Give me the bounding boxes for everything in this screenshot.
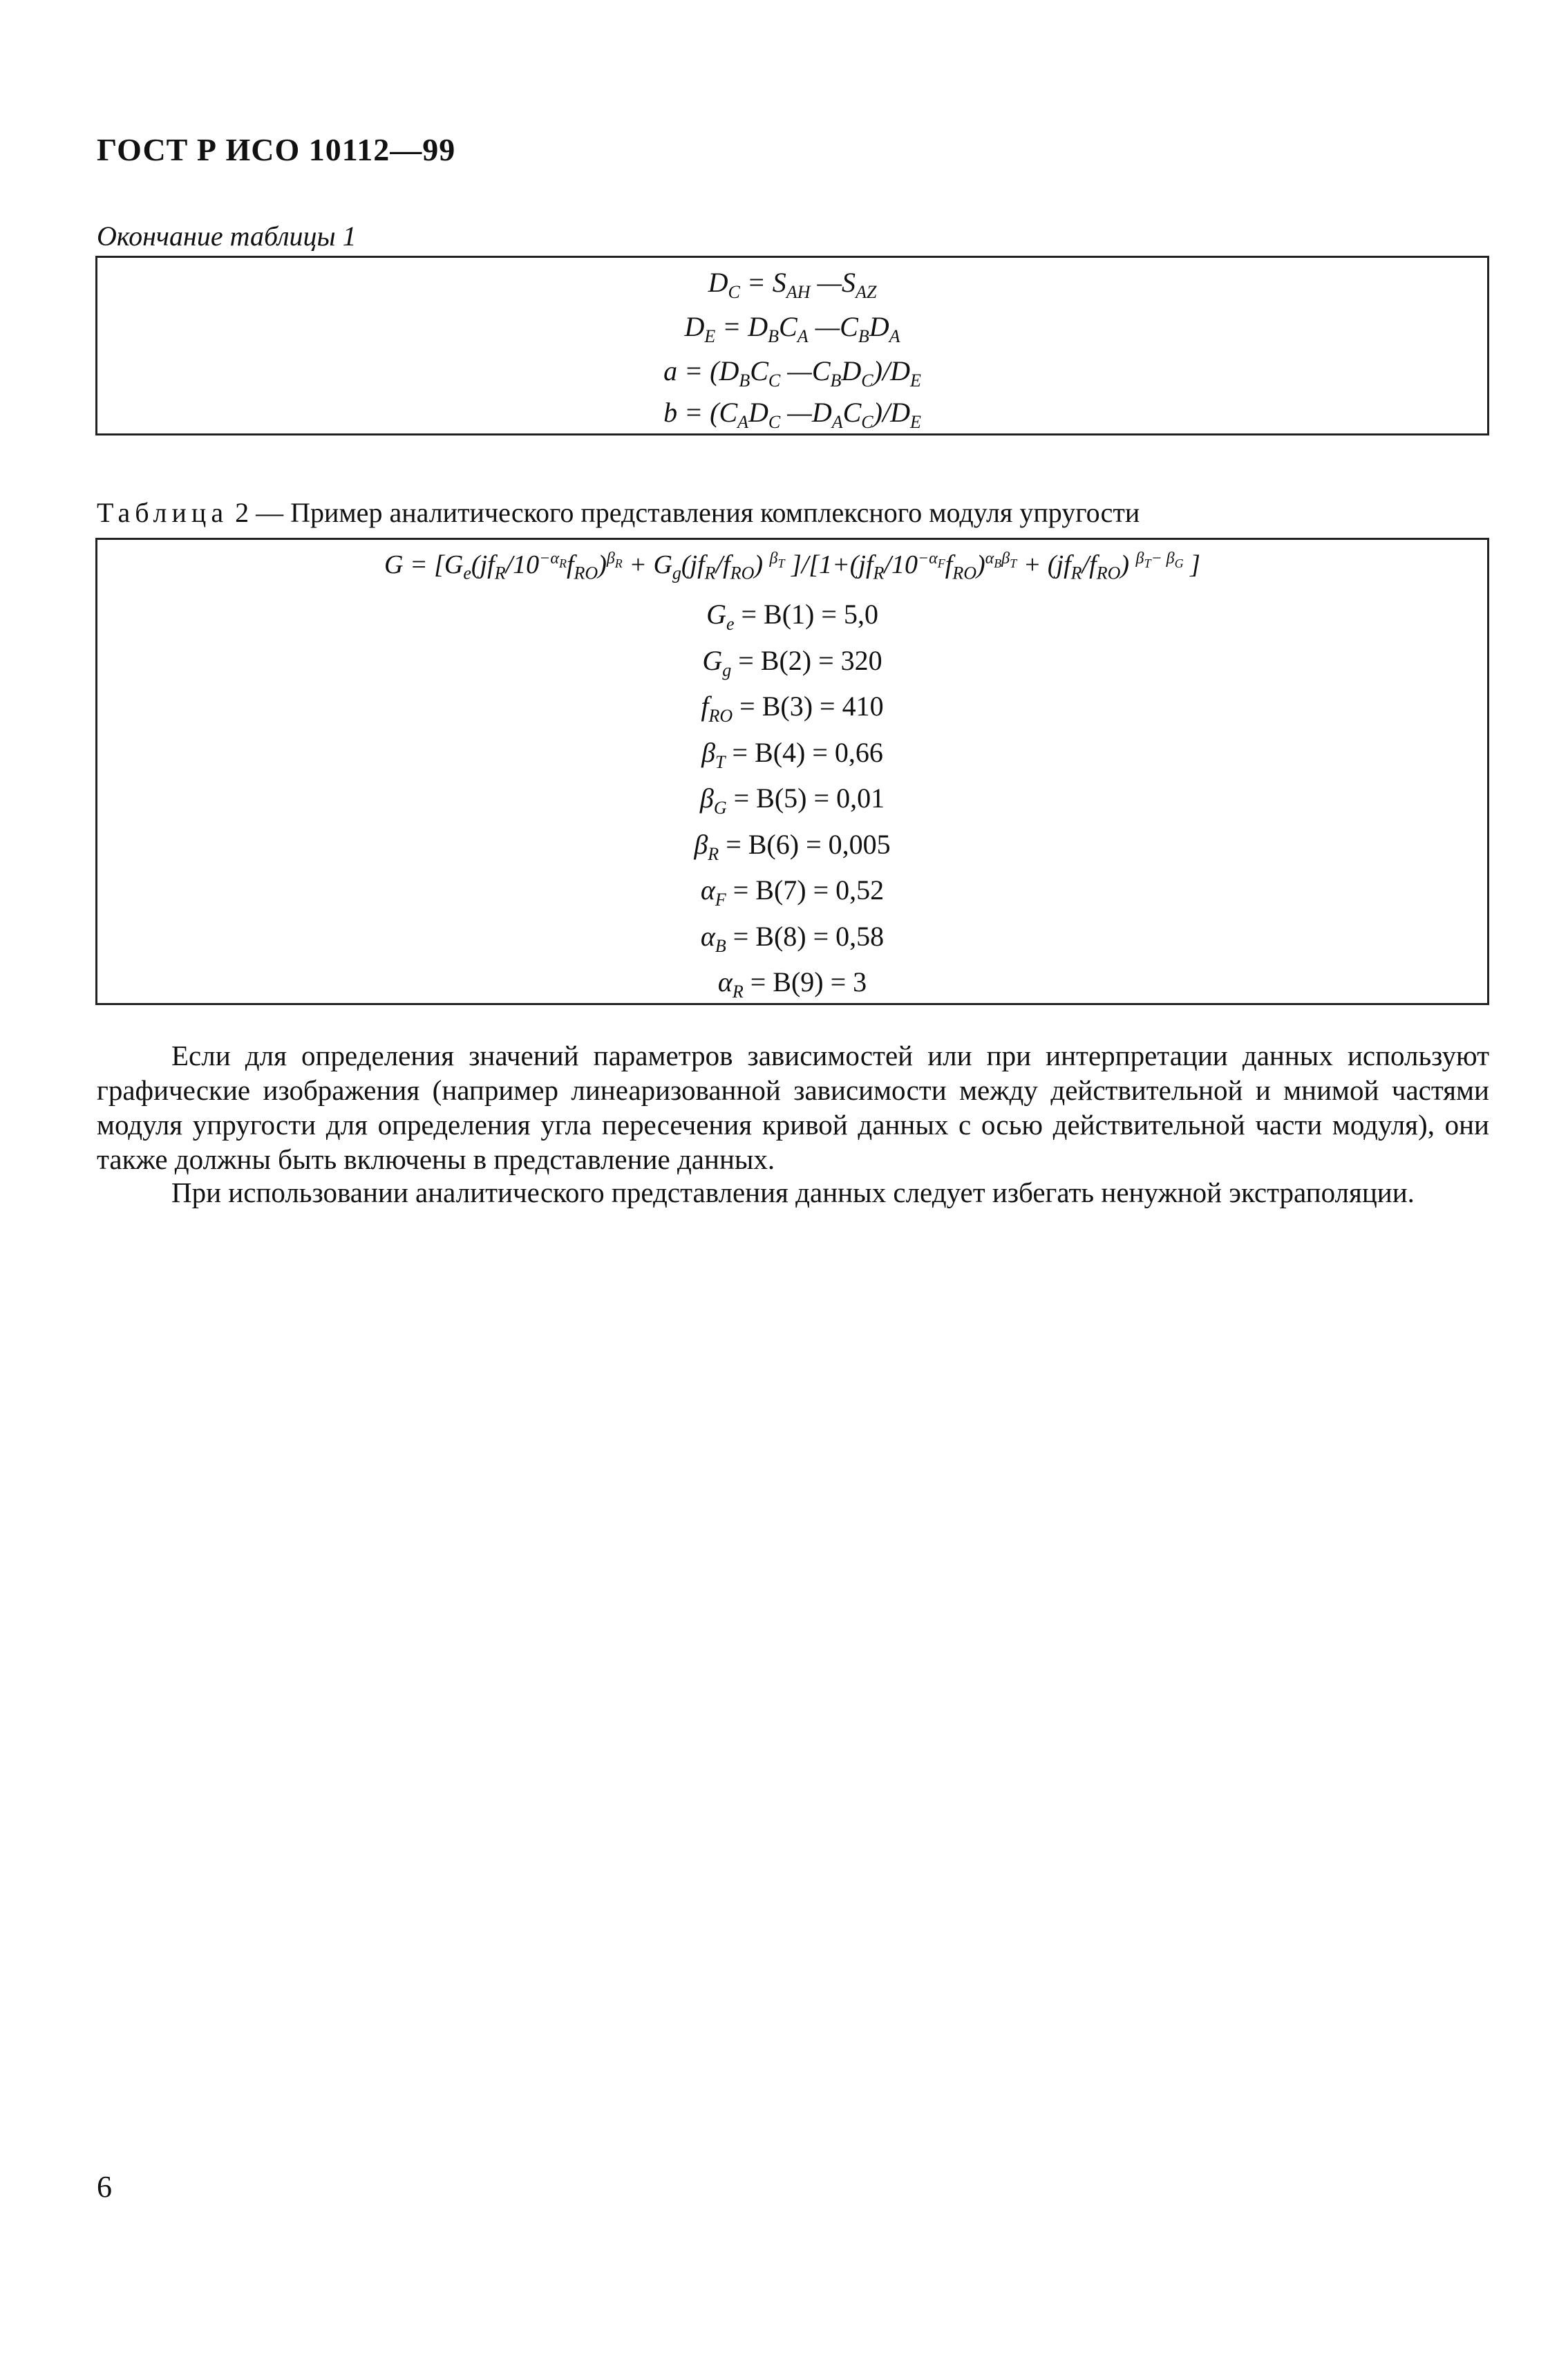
- document-header: ГОСТ Р ИСО 10112—99: [97, 132, 456, 167]
- parameter-line: [97, 828, 1487, 865]
- parameter-symbol: f: [701, 691, 709, 722]
- parameter-symbol: α: [700, 874, 715, 906]
- body-paragraph-1: Если для определения значений параметров зависимостей или при интерпретации данных используют графические изображения (например линеаризованной зависимости между действительной и мнимой частями модуля упругости для определения угла пересечения кривой данных с осью действительной части модуля), они также должны быть включены в представление данных.: [97, 1040, 1489, 1175]
- parameter-line: [97, 782, 1487, 818]
- parameter-subscript: G: [713, 798, 727, 818]
- parameter-symbol: G: [706, 599, 726, 630]
- parameter-value: = B(2) = 320: [731, 644, 882, 676]
- parameter-subscript: e: [726, 614, 735, 634]
- table2-box: [95, 538, 1489, 1005]
- parameter-symbol: β: [699, 783, 714, 814]
- main-formula: $G = [G_e(jf_R/10^{-\alpha_R}f_{RO})^{\beta_R} + G_g(jf_R/f_{RO})$ $^{\beta_T}$ ]$/[1+(jf_R/10^{-\alpha_F}f_{RO})^{\alpha_B\beta_T} + (jf_R/f_{RO})$ $^{\beta_T- \beta_G}$ ]: [384, 550, 1200, 583]
- formula-a: $a = (D_BC_C$ $—C_BD_C)/D_E$: [663, 355, 921, 391]
- parameter-line: [97, 644, 1487, 681]
- parameter-value: = B(8) = 0,58: [726, 920, 885, 952]
- parameter-subscript: B: [715, 935, 726, 956]
- table2-caption: [97, 496, 1140, 529]
- formula-dc: $D_C = S_{AH}$ $—S_{AZ}$: [708, 267, 877, 302]
- parameter-value: = B(6) = 0,005: [719, 828, 891, 860]
- table2-caption-label: Таблица: [97, 497, 229, 528]
- parameter-line: [97, 598, 1487, 635]
- parameter-line: [97, 690, 1487, 727]
- parameter-line: [97, 920, 1487, 957]
- parameter-symbol: G: [702, 644, 723, 676]
- table2-caption-text: 2 — Пример аналитического представления комплексного модуля упругости: [228, 497, 1140, 528]
- table1-caption: Окончание таблицы 1: [97, 221, 357, 252]
- parameter-value: = B(7) = 0,52: [726, 874, 885, 906]
- parameter-symbol: β: [694, 828, 708, 860]
- parameter-subscript: g: [722, 659, 732, 680]
- table1-box: [95, 256, 1489, 435]
- parameter-value: = B(5) = 0,01: [726, 783, 885, 814]
- parameter-value: = B(9) = 3: [743, 966, 867, 997]
- parameter-symbol: β: [701, 736, 715, 768]
- page-number: 6: [97, 2170, 112, 2204]
- parameter-line: [97, 874, 1487, 910]
- parameter-subscript: F: [715, 890, 726, 910]
- formula-de: $D_E = D_BC_A$ $—C_BD_A$: [684, 311, 900, 346]
- parameter-subscript: R: [708, 843, 719, 864]
- parameter-symbol: α: [700, 920, 715, 952]
- parameter-subscript: T: [715, 751, 726, 772]
- parameter-value: = B(3) = 410: [733, 691, 884, 722]
- parameter-line: [97, 966, 1487, 1002]
- body-paragraph-2: При использовании аналитического представления данных следует избегать ненужной экстраполяции.: [171, 1177, 1415, 1208]
- parameter-symbol: α: [717, 966, 733, 997]
- parameter-subscript: RO: [708, 706, 733, 726]
- parameter-value: = B(4) = 0,66: [725, 736, 883, 768]
- formula-b: $b = (C_AD_C$ $—D_AC_C)/D_E$: [663, 397, 921, 432]
- parameter-line: [97, 736, 1487, 773]
- parameter-subscript: R: [732, 982, 744, 1002]
- parameter-value: = B(1) = 5,0: [734, 599, 878, 630]
